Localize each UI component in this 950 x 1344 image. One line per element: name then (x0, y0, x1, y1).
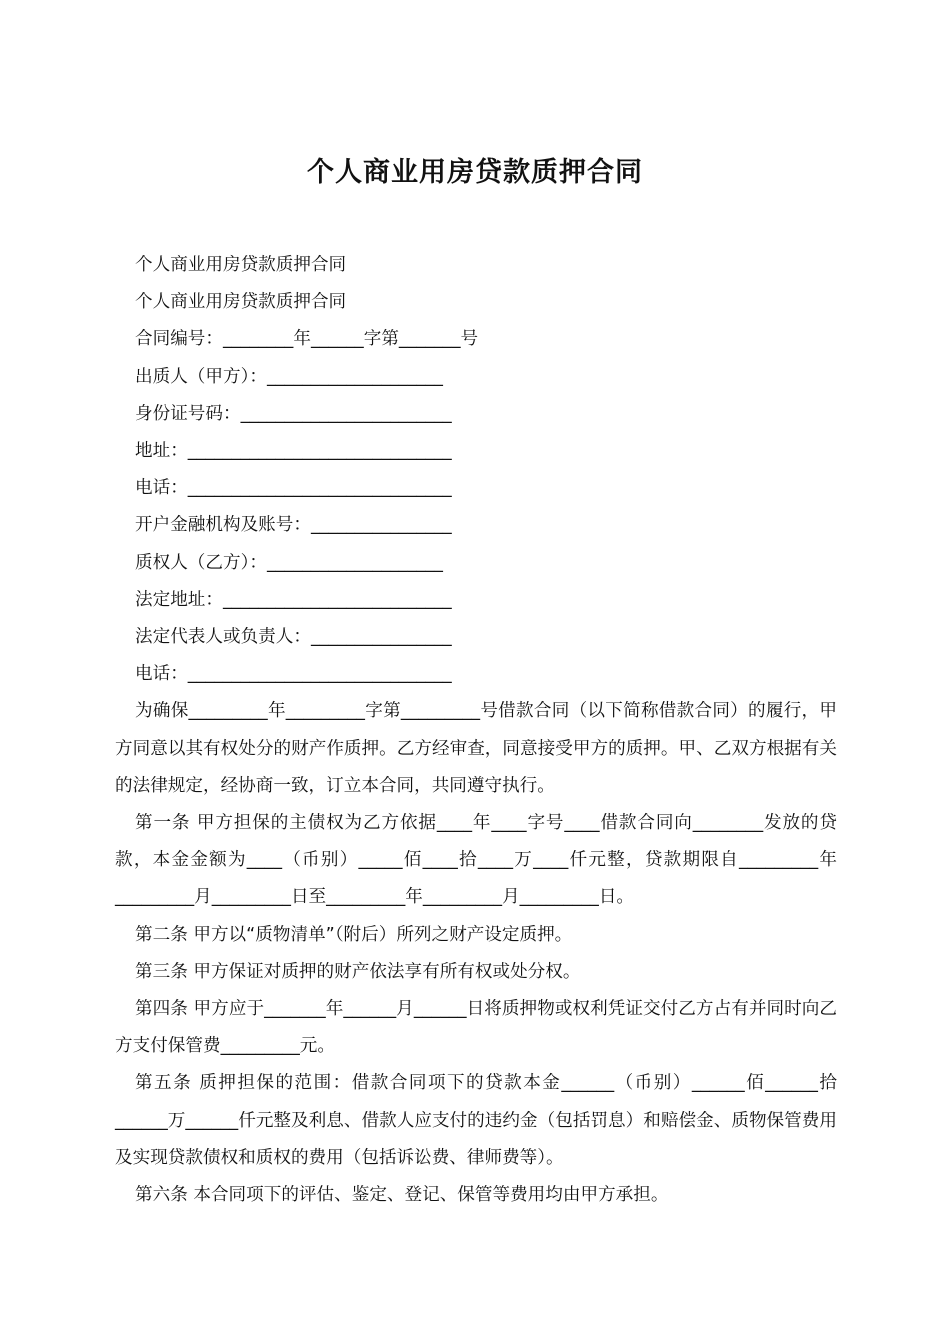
pledgor-line: 出质人（甲方）：____________________ (135, 366, 443, 387)
legal-address-line: 法定地址：__________________________ (135, 589, 452, 610)
preamble-paragraph: 为确保_________年_________字第_________号借款合同（以下简称借款合同）的履行，甲方同意以其有权处分的财产作质押。乙方经审查，同意接受甲方的质押。甲、乙双方根据有关的法律规定，经协商一致，订立本合同，共同遵守执行。 (115, 701, 837, 796)
article-6-paragraph: 第六条 本合同项下的评估、鉴定、登记、保管等费用均由甲方承担。 (135, 1185, 669, 1206)
bank-account-line: 开户金融机构及账号：________________ (135, 515, 452, 536)
pledgee-line: 质权人（乙方）：____________________ (135, 552, 443, 573)
subtitle-line: 个人商业用房贷款质押合同 (135, 255, 347, 275)
id-number-line: 身份证号码：________________________ (135, 403, 452, 424)
contract-number-line: 合同编号：________年______字第_______号 (135, 329, 479, 350)
address-line: 地址：______________________________ (135, 441, 452, 462)
document-body (115, 247, 837, 1214)
phone-line: 电话：______________________________ (135, 478, 452, 499)
article-3-paragraph: 第三条 甲方保证对质押的财产依法享有所有权或处分权。 (135, 961, 581, 982)
document-title: 个人商业用房贷款质押合同 (307, 157, 643, 189)
article-4-paragraph: 第四条 甲方应于_______年______月______日将质押物或权利凭证交付乙方占有并同时向乙方支付保管费_________元。 (115, 999, 837, 1057)
article-5-paragraph: 第五条 质押担保的范围：借款合同项下的贷款本金______（币别）______佰______拾______万______仟元整及利息、借款人应支付的违约金（包括罚息）和赔偿金、质物保管费用及实现贷款债权和质权的费用（包括诉讼费、律师费等）。 (115, 1073, 837, 1168)
legal-representative-line: 法定代表人或负责人：________________ (135, 627, 452, 648)
subtitle-line: 个人商业用房贷款质押合同 (135, 292, 347, 313)
phone-line: 电话：______________________________ (135, 664, 452, 685)
article-1-paragraph: 第一条 甲方担保的主债权为乙方依据____年____字号____借款合同向________发放的贷款，本金金额为____（币别）_____佰____拾____万____仟元整，贷款期限自_________年_________月_________日至_________年_________月_________日。 (115, 813, 837, 908)
article-2-paragraph: 第二条 甲方以“质物清单”（附后）所列之财产设定质押。 (135, 924, 573, 945)
